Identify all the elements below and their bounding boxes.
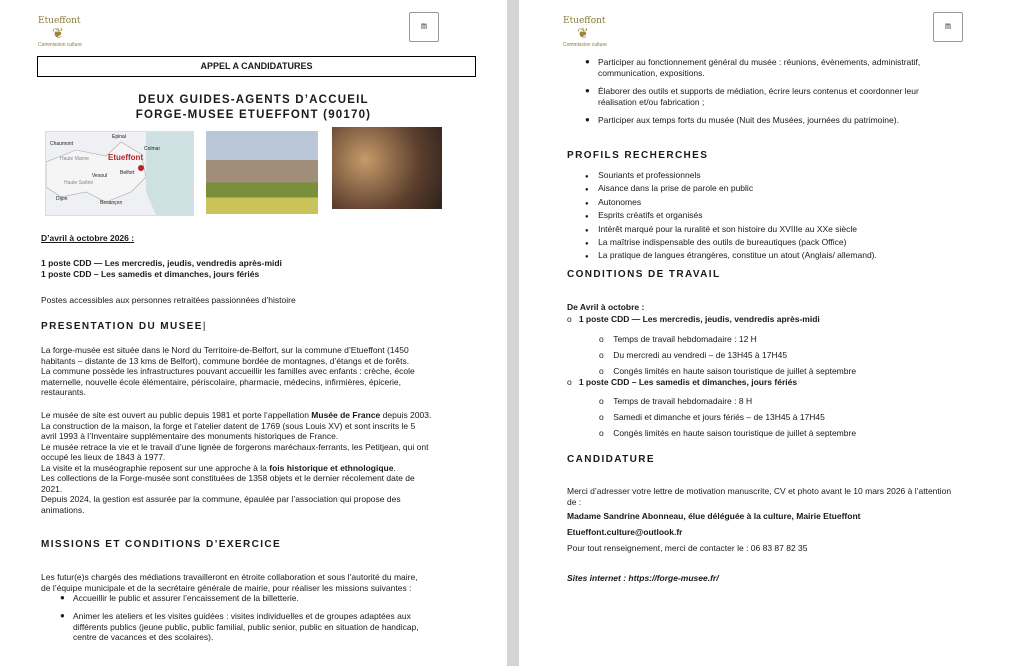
text-line: Élaborer des outils et supports de médiation, écrire leurs contenus et coordonner leur (598, 86, 919, 96)
text-line: La visite et la muséographie reposent sur une approche à la fois historique et ethnologique. (41, 462, 396, 473)
text-line: Animer les ateliers et les visites guidées : visites individuelles et de groupes adaptées aux (73, 611, 411, 621)
list-item: ● Aisance dans la prise de parole en public (585, 183, 754, 194)
list-item: ● La pratique de langues étrangères, constitue un atout (Anglais/ allemand). (585, 250, 877, 261)
page-gutter (507, 0, 519, 666)
text-line: Les collections de la Forge-musée sont constituées de 1358 objets et le dernier récolement date de (41, 473, 415, 483)
text-line: différents publics (jeune public, public familial, public senior, public en situation de handicap, (73, 621, 419, 632)
contact-name: Madame Sandrine Abonneau, élue déléguée à la culture, Mairie Etueffont (567, 511, 861, 521)
text-line: La commune possède les infrastructures pouvant accueillir les familles avec enfants : crèche, école (41, 366, 415, 376)
text-line: réalisation et/ou fabrication ; (598, 96, 705, 107)
list-item: ● Esprits créatifs et organisés (585, 210, 703, 221)
map-label: Vesoul (92, 173, 108, 179)
text-line: de l’équipe municipale et de la secrétaire générale de mairie, pour réaliser les missions suivantes : (41, 582, 412, 593)
profiles-heading: PROFILS RECHERCHES (567, 150, 709, 161)
text-line: animations. (41, 504, 85, 515)
text-line: maternelle, nouvelle école élémentaire, périscolaire, pharmacie, médecins, infirmières, épicerie, (41, 376, 402, 387)
list-item: o Congés limités en haute saison touristique de juillet à septembre (599, 428, 857, 438)
map-label: Besançon (100, 200, 123, 206)
retirees-note: Postes accessibles aux personnes retraitées passionnées d’histoire (41, 295, 296, 305)
bullet-icon: ● (585, 86, 590, 95)
list-item: o Du mercredi au vendredi – de 13H45 à 17H45 (599, 350, 788, 360)
list-item: ● Autonomes (585, 196, 642, 207)
musee-de-france-label: Musée de France (311, 410, 381, 420)
bullet-icon: ● (585, 115, 590, 124)
presentation-heading: PRESENTATION DU MUSEE| (41, 321, 207, 332)
qr-code-icon: m (933, 12, 963, 42)
text-line: Le musée de site est ouvert au public depuis 1981 et porte l’appellation Musée de France depuis 2003. (41, 410, 432, 420)
list-item: ● Intérêt marqué pour la ruralité et son histoire du XVIIIe au XXe siècle (585, 223, 857, 234)
logo-name: Etueffont (38, 16, 81, 26)
bullet-icon: ● (60, 611, 65, 620)
bullet-icon: ● (60, 593, 65, 602)
logo-caption: Commission culture (563, 42, 607, 48)
application-heading: CANDIDATURE (567, 454, 655, 465)
cdd-weekend-details (599, 393, 856, 441)
text-line: Le musée retrace la vie et le travail d’une lignée de forgerons maréchaux-ferrants, les Petitjean, qui ont (41, 441, 429, 452)
mission-item (73, 611, 483, 643)
period-heading: D’avril à octobre 2026 : (41, 233, 135, 243)
text-line: Participer au fonctionnement général du musée : réunions, évènements, administratif, (598, 57, 921, 67)
logo-name: Etueffont (563, 16, 606, 26)
conditions-period: De Avril à octobre : (567, 302, 645, 312)
commune-logo (563, 14, 607, 48)
bullet-icon: ● (585, 57, 590, 66)
missions-heading: MISSIONS ET CONDITIONS D’EXERCICE (41, 539, 282, 550)
contact-email-link[interactable]: Etueffont.culture@outlook.fr (567, 527, 683, 537)
logo-caption: Commission culture (38, 42, 82, 48)
text-line: Merci d’adresser votre lettre de motivation manuscrite, CV et photo avant le 10 mars 2026 à l’attention (567, 486, 952, 496)
museum-paragraph (41, 410, 481, 515)
visitors-photo (332, 127, 442, 209)
location-map (45, 131, 194, 216)
mission-item (598, 57, 1008, 78)
map-label: Colmar (144, 146, 161, 152)
neighbor-region (146, 132, 193, 215)
mission-item: Participer aux temps forts du musée (Nuit des Musées, journées du patrimoine). (598, 115, 899, 125)
text-line: centre de vacances et des scolaires). (73, 632, 214, 642)
text-line: Les futur(e)s chargés des médiations travailleront en étroite collaboration et sous l’autorité du maire, (41, 572, 418, 582)
text-line: La construction de la maison, la forge et l’atelier datent de 1769 (sous Louis XV) et sont inscrits le 5 (41, 420, 416, 431)
presentation-paragraph (41, 345, 481, 398)
text-line: La forge-musée est située dans le Nord du Territoire-de-Belfort, sur la commune d’Etueffont (1450 (41, 345, 409, 355)
cdd-weekday-item: o 1 poste CDD — Les mercredis, jeudis, vendredis après-midi (567, 314, 820, 324)
museum-house-photo (206, 131, 318, 214)
application-paragraph (567, 486, 1007, 507)
job-title-line-1: DEUX GUIDES-AGENTS D’ACCUEIL (138, 94, 369, 106)
map-label: Haute Marne (60, 156, 89, 162)
profiles-list (585, 170, 1005, 264)
document-page-left (0, 0, 507, 666)
list-item: o Temps de travail hebdomadaire : 8 H (599, 396, 753, 406)
website-link[interactable]: Sites internet : https://forge-musee.fr/ (567, 573, 719, 583)
coat-of-arms-icon: ❦ (52, 25, 64, 41)
map-label: Chaumont (50, 141, 74, 147)
cdd-weekday: 1 poste CDD — Les mercredis, jeudis, vendredis après-midi (41, 258, 282, 268)
map-label: Epinal (112, 134, 126, 140)
text-line: avril 1993 à l’Inventaire supplémentaire des monuments historiques de France. (41, 431, 339, 441)
commune-logo (38, 14, 82, 48)
qr-code-icon: m (409, 12, 439, 42)
phone-line: Pour tout renseignement, merci de contacter le : 06 83 87 82 35 (567, 543, 808, 553)
text-line: de : (567, 496, 582, 507)
map-label: Belfort (120, 170, 135, 176)
list-item: ● Souriants et professionnels (585, 170, 701, 180)
coat-of-arms-icon: ❦ (577, 25, 589, 41)
text-line: restaurants. (41, 387, 86, 397)
conditions-heading: CONDITIONS DE TRAVAIL (567, 269, 721, 280)
mission-item: Accueillir le public et assurer l’encaissement de la billetterie. (73, 593, 299, 603)
map-label-etueffont: Etueffont (108, 153, 144, 162)
list-item: o Samedi et dimanche et jours fériés – de 13H45 à 17H45 (599, 412, 825, 422)
cdd-weekend-item: o 1 poste CDD – Les samedis et dimanches, jours fériés (567, 377, 798, 387)
mission-item (598, 86, 1008, 107)
text-line: communication, expositions. (598, 67, 705, 78)
map-label: Haute Saône (64, 180, 94, 186)
list-item: ● La maîtrise indispensable des outils de bureautiques (pack Office) (585, 237, 847, 248)
cdd-weekend: 1 poste CDD – Les samedis et dimanches, jours fériés (41, 269, 260, 279)
text-line: Depuis 2024, la gestion est assurée par la commune, épaulée par l’association qui propose des (41, 494, 401, 504)
text-line: 2021. (41, 483, 63, 494)
map-label: Dijon (56, 196, 68, 202)
list-item: o Congés limités en haute saison touristique de juillet à septembre (599, 366, 857, 376)
list-item: o Temps de travail hebdomadaire : 12 H (599, 334, 757, 344)
etueffont-marker (138, 165, 144, 171)
text-line: occupé les lieux de 1843 à 1977. (41, 452, 166, 462)
missions-intro (41, 572, 481, 593)
call-for-applications-banner: APPEL A CANDIDATURES (37, 56, 476, 77)
job-title-line-2: FORGE-MUSEE ETUEFFONT (90170) (135, 109, 372, 121)
cdd-weekday-details (599, 331, 856, 379)
text-line: habitants – distante de 13 kms de Belfort), commune bordée de montagnes, d’étangs et de forêts. (41, 355, 410, 366)
document-page-right (519, 0, 1024, 666)
